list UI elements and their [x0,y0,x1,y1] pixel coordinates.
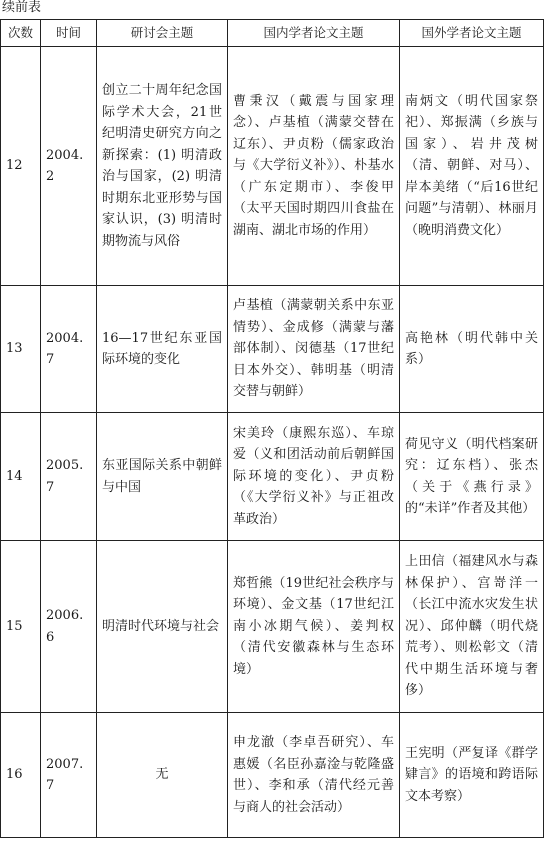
cell-time: 2006.6 [41,541,97,713]
cell-time: 2004.7 [41,286,97,413]
table-row [1,713,544,838]
cell-num: 12 [1,47,41,286]
header-num: 次数 [1,20,41,47]
header-domestic: 国内学者论文主题 [228,20,400,47]
cell-topic: 创立二十周年纪念国际学术大会，21世纪明清史研究方向之新探索：(1) 明清政治与国家，(2) 明清时期东北亚形势与国家认识，(3) 明清时期物流与风俗 [97,47,228,286]
cell-foreign: 南炳文（明代国家祭祀）、郑振满（乡族与国家）、岩井茂树（清、朝鲜、对马）、岸本美绪（“后16世纪问题”与清朝）、林丽月（晚明消费文化） [400,47,544,286]
cell-domestic: 宋美玲（康熙东巡）、车琼爱（义和团活动前后朝鲜国际环境的变化）、尹贞粉（《大学衍义补》与正祖改革政治） [228,413,400,541]
seminar-table [0,19,544,838]
cell-topic: 16—17世纪东亚国际环境的变化 [97,286,228,413]
cell-time: 2005.7 [41,413,97,541]
table-row [1,413,544,541]
table-header-row [1,20,544,47]
cell-num: 13 [1,286,41,413]
cell-num: 15 [1,541,41,713]
cell-time: 2004.2 [41,47,97,286]
cell-domestic: 申龙澈（李卓吾研究）、车惠媛（名臣孙嘉淦与乾隆盛世）、李和承（清代经元善与商人的社会活动） [228,713,400,838]
cell-foreign: 荷见守义（明代档案研究：辽东档）、张杰（关于《燕行录》的“未详”作者及其他） [400,413,544,541]
table-caption: 续前表 [2,0,42,15]
table-row [1,47,544,286]
cell-topic: 无 [97,713,228,838]
cell-foreign: 王宪明（严复译《群学肄言》的语境和跨语际文本考察） [400,713,544,838]
header-time: 时间 [41,20,97,47]
cell-foreign: 上田信（福建风水与森林保护）、宫嵜洋一（长江中流水灾发生状况）、邱仲麟（明代烧荒考）、则松彰文（清代中期生活环境与奢侈） [400,541,544,713]
table-row [1,286,544,413]
cell-num: 14 [1,413,41,541]
cell-num: 16 [1,713,41,838]
cell-domestic: 卢基植（满蒙朝关系中东亚情势）、金成修（满蒙与藩部体制）、闵德基（17世纪日本外交）、韩明基（明清交替与朝鲜） [228,286,400,413]
cell-domestic: 郑哲熊（19世纪社会秩序与环境）、金文基（17世纪江南小冰期气候）、姜判权（清代安徽森林与生态环境） [228,541,400,713]
cell-topic: 东亚国际关系中朝鲜与中国 [97,413,228,541]
header-topic: 研讨会主题 [97,20,228,47]
table-row [1,541,544,713]
cell-time: 2007.7 [41,713,97,838]
cell-topic: 明清时代环境与社会 [97,541,228,713]
cell-foreign: 高艳林（明代韩中关系） [400,286,544,413]
cell-domestic: 曹秉汉（戴震与国家理念）、卢基植（满蒙交替在辽东）、尹贞粉（儒家政治与《大学衍义补》）、朴基水（广东定期市）、李俊甲（太平天国时期四川食盐在湖南、湖北市场的作用） [228,47,400,286]
header-foreign: 国外学者论文主题 [400,20,544,47]
